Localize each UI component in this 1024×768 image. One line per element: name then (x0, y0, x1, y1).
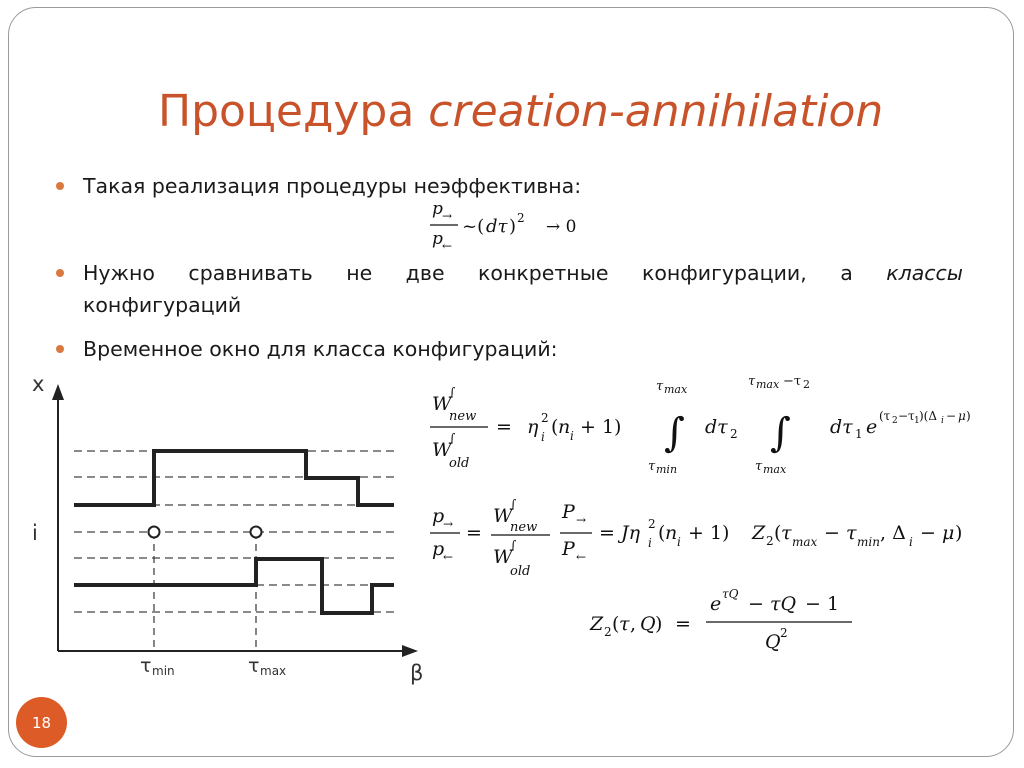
svg-text:τ: τ (656, 379, 664, 394)
svg-text:μ: μ (942, 522, 955, 544)
formula-weight-ratio (430, 374, 971, 476)
svg-text:): ) (955, 522, 963, 544)
creation-point (149, 527, 160, 538)
svg-text:τ: τ (781, 522, 792, 544)
svg-text:i: i (909, 535, 913, 549)
svg-text:p: p (432, 199, 443, 219)
formula-acceptance-ratio (430, 497, 962, 579)
bullet-2-prefix: Нужно сравнивать не две конкретные конфигурации, а (83, 261, 887, 285)
svg-text:τ: τ (748, 374, 756, 389)
svg-text:→ 0: → 0 (546, 217, 577, 237)
x-axis-arrow-icon (402, 645, 418, 657)
svg-text:p: p (432, 505, 445, 527)
svg-text:∫: ∫ (510, 538, 517, 552)
svg-text:∫: ∫ (770, 410, 791, 456)
bullet-1-text: Такая реализация процедуры неэффективна: (83, 174, 582, 198)
svg-text:P: P (562, 538, 575, 560)
time-window-graph (32, 372, 423, 685)
svg-text:−: − (748, 593, 764, 615)
svg-text:∫: ∫ (449, 431, 456, 445)
svg-text:−τ: −τ (783, 374, 802, 389)
svg-text:− 1: − 1 (805, 593, 840, 615)
svg-text:max: max (756, 378, 780, 391)
svg-text:min: min (656, 463, 678, 476)
svg-text:dτ: dτ (486, 216, 508, 237)
annihilation-point (251, 527, 262, 538)
svg-text:): ) (509, 216, 517, 237)
svg-text:∫: ∫ (449, 385, 456, 399)
svg-text:τ: τ (648, 459, 656, 474)
bullet-3-text: Временное окно для класса конфигураций: (83, 337, 558, 361)
bullet-2-suffix: конфигураций (83, 293, 242, 317)
svg-text:i: i (570, 429, 574, 443)
svg-text:2: 2 (604, 625, 612, 639)
svg-text:old: old (510, 564, 531, 579)
tau-dashes (154, 532, 256, 651)
svg-text:=: = (675, 613, 691, 635)
svg-text:2: 2 (541, 411, 549, 425)
svg-text:n: n (558, 416, 571, 438)
svg-text:Q: Q (640, 613, 656, 635)
page-number-badge: 18 (16, 697, 67, 748)
lower-worldline (74, 559, 394, 613)
svg-text:P: P (562, 501, 575, 523)
svg-text:τ: τ (846, 522, 857, 544)
svg-text:(: ( (551, 416, 559, 438)
svg-text:(: ( (612, 613, 620, 635)
svg-text:i: i (677, 535, 681, 549)
formula-z2-definition (589, 587, 852, 653)
svg-text:W: W (493, 546, 513, 568)
svg-text:old: old (449, 456, 470, 471)
svg-text:∫: ∫ (510, 497, 517, 511)
svg-text:(: ( (774, 522, 782, 544)
svg-text:n: n (665, 522, 678, 544)
svg-text:2: 2 (517, 211, 525, 225)
level-label: i (32, 521, 38, 545)
svg-text:Q: Q (765, 631, 781, 653)
svg-text:W: W (432, 439, 452, 461)
svg-text:1: 1 (914, 416, 920, 426)
svg-text:←: ← (442, 239, 453, 253)
svg-text:2: 2 (892, 416, 898, 426)
svg-text:i: i (648, 536, 652, 550)
svg-text:e: e (866, 416, 878, 438)
svg-text:τ: τ (755, 459, 763, 474)
svg-text:W: W (432, 393, 452, 415)
svg-text:,: , (630, 613, 637, 635)
svg-text:, Δ: , Δ (880, 522, 906, 544)
svg-text:←: ← (443, 550, 454, 564)
svg-text:2: 2 (730, 427, 738, 441)
svg-text:dτ: dτ (705, 416, 728, 438)
bullet-2-italic: классы (886, 261, 963, 285)
svg-text:+ 1): + 1) (580, 416, 622, 438)
svg-text:2: 2 (648, 517, 656, 531)
title-plain: Процедура (158, 86, 429, 137)
svg-text:←: ← (576, 550, 587, 564)
tick-tau-min-symbol: τ (140, 655, 152, 677)
svg-text:max: max (664, 383, 688, 396)
svg-text:=: = (496, 416, 512, 438)
svg-text:(τ: (τ (879, 409, 891, 423)
svg-text:=: = (466, 522, 482, 544)
svg-text:−: − (946, 409, 957, 423)
y-axis-label: x (32, 372, 45, 396)
tick-tau-max-sub: max (260, 664, 287, 678)
svg-text:new: new (449, 409, 477, 424)
grid-dashes (74, 451, 394, 612)
svg-text:1: 1 (855, 427, 863, 441)
svg-text:→: → (576, 513, 587, 527)
svg-text:2: 2 (766, 534, 774, 548)
svg-text:Jη: Jη (621, 522, 640, 544)
title-italic: creation-annihilation (428, 86, 884, 137)
svg-text:+ 1): + 1) (688, 522, 730, 544)
svg-text:(: ( (658, 522, 666, 544)
svg-text:∫: ∫ (664, 410, 685, 456)
svg-text:max: max (763, 463, 787, 476)
tick-tau-max-symbol: τ (248, 655, 260, 677)
svg-text:new: new (510, 520, 538, 535)
svg-text:dτ: dτ (830, 416, 853, 438)
svg-text:): ) (966, 409, 971, 423)
y-axis-arrow-icon (52, 384, 64, 400)
svg-text:μ: μ (958, 409, 966, 423)
svg-text:τQ: τQ (722, 587, 739, 601)
svg-text:2: 2 (780, 626, 788, 640)
x-axis-label: β (410, 661, 424, 685)
svg-text:η: η (527, 416, 539, 438)
svg-text:τQ: τQ (770, 593, 797, 615)
svg-text:→: → (443, 517, 454, 531)
svg-text:W: W (493, 505, 513, 527)
svg-text:p: p (432, 538, 445, 560)
svg-text:Z: Z (590, 613, 604, 635)
svg-text:=: = (599, 522, 615, 544)
svg-text:−: − (920, 522, 936, 544)
svg-text:2: 2 (803, 378, 810, 391)
upper-worldline (74, 451, 394, 505)
svg-text:max: max (792, 535, 818, 549)
svg-text:)(Δ: )(Δ (919, 409, 938, 423)
svg-text:i: i (941, 416, 944, 426)
svg-text:min: min (857, 535, 880, 549)
tick-tau-min-sub: min (152, 664, 175, 678)
svg-text:→: → (442, 209, 453, 223)
svg-text:−: − (824, 522, 840, 544)
svg-text:Z: Z (752, 522, 766, 544)
svg-text:e: e (710, 593, 722, 615)
svg-text:): ) (655, 613, 663, 635)
formula-ratio-limit (430, 199, 576, 253)
svg-text:τ: τ (619, 613, 630, 635)
svg-text:~(: ~( (462, 216, 485, 237)
svg-text:i: i (541, 430, 545, 444)
svg-text:−τ: −τ (898, 409, 915, 423)
svg-text:p: p (432, 229, 443, 249)
